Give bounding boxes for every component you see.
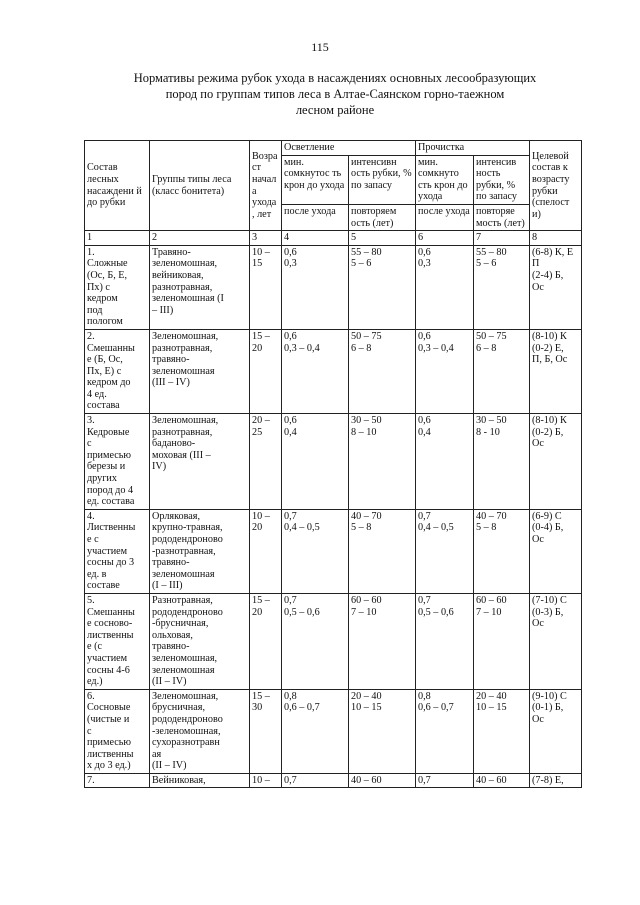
norms-table — [84, 140, 582, 788]
cell-age: 15 – 20 — [250, 593, 282, 689]
cell-target: (9-10) С (0-1) Б, Ос — [530, 689, 582, 773]
cell-composition: 3. Кедровые с примесью березы и других пород до 4 ед. состава — [85, 414, 150, 510]
cell-osv-intensity: 40 – 60 — [349, 773, 416, 788]
column-number: 7 — [474, 231, 530, 246]
title-line-3: лесном районе — [295, 103, 375, 117]
cell-osv-min-density: 0,8 0,6 – 0,7 — [282, 689, 349, 773]
header-osvetlenie: Осветление — [282, 141, 416, 156]
cell-age: 15 – 20 — [250, 329, 282, 413]
header-min-density: мин. сомкнутос ть крон до ухода — [282, 155, 349, 204]
table-row — [85, 245, 582, 329]
cell-pro-intensity: 40 – 60 — [474, 773, 530, 788]
column-number: 3 — [250, 231, 282, 246]
header-target: Целевой состав к возрасту рубки (спелост и) — [530, 141, 582, 231]
cell-pro-min-density: 0,6 0,3 — [416, 245, 474, 329]
table-row — [85, 329, 582, 413]
cell-osv-min-density: 0,7 0,4 – 0,5 — [282, 509, 349, 593]
cell-composition: 1. Сложные (Ос, Б, Е, Пх) с кедром под пологом — [85, 245, 150, 329]
cell-composition: 4. Лиственны е с участием сосны до 3 ед. в составе — [85, 509, 150, 593]
page-number: 115 — [311, 40, 329, 54]
cell-target: (6-8) К, Е П (2-4) Б, Ос — [530, 245, 582, 329]
cell-osv-intensity: 20 – 40 10 – 15 — [349, 689, 416, 773]
header-row-1 — [85, 141, 582, 156]
title-line-1: Нормативы режима рубок ухода в насаждениях основных лесообразующих — [133, 71, 537, 85]
cell-composition: 2. Смешанны е (Б, Ос, Пх, Е) с кедром до 4 ед. состава — [85, 329, 150, 413]
cell-target: (8-10) К (0-2) Б, Ос — [530, 414, 582, 510]
title-line-2: пород по группам типов леса в Алтае-Саянском горно-таежном — [165, 87, 505, 101]
cell-pro-min-density: 0,8 0,6 – 0,7 — [416, 689, 474, 773]
cell-age: 10 – 20 — [250, 509, 282, 593]
column-number: 8 — [530, 231, 582, 246]
header-after: после ухода — [282, 204, 349, 230]
cell-forest-groups: Разнотравная, рододендроново -брусничная, ольховая, травяно- зеленомошная, зеленомошная (II – IV) — [150, 593, 250, 689]
cell-pro-min-density: 0,7 0,5 – 0,6 — [416, 593, 474, 689]
cell-pro-intensity: 40 – 70 5 – 8 — [474, 509, 530, 593]
cell-age: 10 – — [250, 773, 282, 788]
header-prochistka: Прочистка — [416, 141, 530, 156]
table-row — [85, 773, 582, 788]
cell-pro-min-density: 0,7 0,4 – 0,5 — [416, 509, 474, 593]
document-title — [70, 70, 600, 118]
cell-osv-min-density: 0,6 0,3 — [282, 245, 349, 329]
header-forest-groups: Группы типы леса (класс бонитета) — [150, 141, 250, 231]
cell-pro-intensity: 20 – 40 10 – 15 — [474, 689, 530, 773]
table-row — [85, 509, 582, 593]
cell-osv-intensity: 40 – 70 5 – 8 — [349, 509, 416, 593]
header-repeat-2: повторяе мость (лет) — [474, 204, 530, 230]
cell-target: (7-8) Е, — [530, 773, 582, 788]
table-row — [85, 689, 582, 773]
header-composition: Состав лесных насаждени й до рубки — [85, 141, 150, 231]
cell-forest-groups: Зеленомошная, брусничная, рододендроново -зеленомошная, сухоразнотравн ая (II – IV) — [150, 689, 250, 773]
header-after-2: после ухода — [416, 204, 474, 230]
cell-osv-min-density: 0,7 0,5 – 0,6 — [282, 593, 349, 689]
cell-pro-min-density: 0,6 0,3 – 0,4 — [416, 329, 474, 413]
cell-pro-intensity: 50 – 75 6 – 8 — [474, 329, 530, 413]
cell-pro-intensity: 30 – 50 8 - 10 — [474, 414, 530, 510]
cell-age: 20 – 25 — [250, 414, 282, 510]
cell-osv-intensity: 50 – 75 6 – 8 — [349, 329, 416, 413]
cell-forest-groups: Орляковая, крупно-травная, рододендроново -разнотравная, травяно- зеленомошная (I – III) — [150, 509, 250, 593]
cell-pro-intensity: 55 – 80 5 – 6 — [474, 245, 530, 329]
cell-osv-intensity: 60 – 60 7 – 10 — [349, 593, 416, 689]
cell-composition: 7. — [85, 773, 150, 788]
cell-age: 10 – 15 — [250, 245, 282, 329]
column-number: 5 — [349, 231, 416, 246]
column-number: 6 — [416, 231, 474, 246]
cell-pro-intensity: 60 – 60 7 – 10 — [474, 593, 530, 689]
cell-osv-intensity: 55 – 80 5 – 6 — [349, 245, 416, 329]
header-intensity-2: интенсив ность рубки, % по запасу — [474, 155, 530, 204]
header-repeat: повторяем ость (лет) — [349, 204, 416, 230]
cell-target: (8-10) К (0-2) Е, П, Б, Ос — [530, 329, 582, 413]
cell-osv-min-density: 0,7 — [282, 773, 349, 788]
cell-forest-groups: Зеленомошная, разнотравная, баданово- моховая (III – IV) — [150, 414, 250, 510]
cell-forest-groups: Вейниковая, — [150, 773, 250, 788]
cell-composition: 6. Сосновые (чистые и с примесью лиственны х до 3 ед.) — [85, 689, 150, 773]
cell-age: 15 – 30 — [250, 689, 282, 773]
header-intensity: интенсивн ость рубки, % по запасу — [349, 155, 416, 204]
table-body — [85, 245, 582, 788]
header-min-density-2: мин. сомкнуто сть крон до ухода — [416, 155, 474, 204]
cell-osv-min-density: 0,6 0,4 — [282, 414, 349, 510]
cell-pro-min-density: 0,6 0,4 — [416, 414, 474, 510]
column-number-row — [85, 231, 582, 246]
table-row — [85, 414, 582, 510]
column-number: 1 — [85, 231, 150, 246]
cell-osv-min-density: 0,6 0,3 – 0,4 — [282, 329, 349, 413]
cell-target: (6-9) С (0-4) Б, Ос — [530, 509, 582, 593]
column-number: 4 — [282, 231, 349, 246]
cell-osv-intensity: 30 – 50 8 – 10 — [349, 414, 416, 510]
cell-composition: 5. Смешанны е сосново- лиственны е (с участием сосны 4-6 ед.) — [85, 593, 150, 689]
cell-pro-min-density: 0,7 — [416, 773, 474, 788]
cell-target: (7-10) С (0-3) Б, Ос — [530, 593, 582, 689]
column-number: 2 — [150, 231, 250, 246]
cell-forest-groups: Травяно- зеленомошная, вейниковая, разнотравная, зеленомошная (I – III) — [150, 245, 250, 329]
cell-forest-groups: Зеленомошная, разнотравная, травяно- зеленомошная (III – IV) — [150, 329, 250, 413]
header-age: Возра ст начал а ухода , лет — [250, 141, 282, 231]
table-row — [85, 593, 582, 689]
